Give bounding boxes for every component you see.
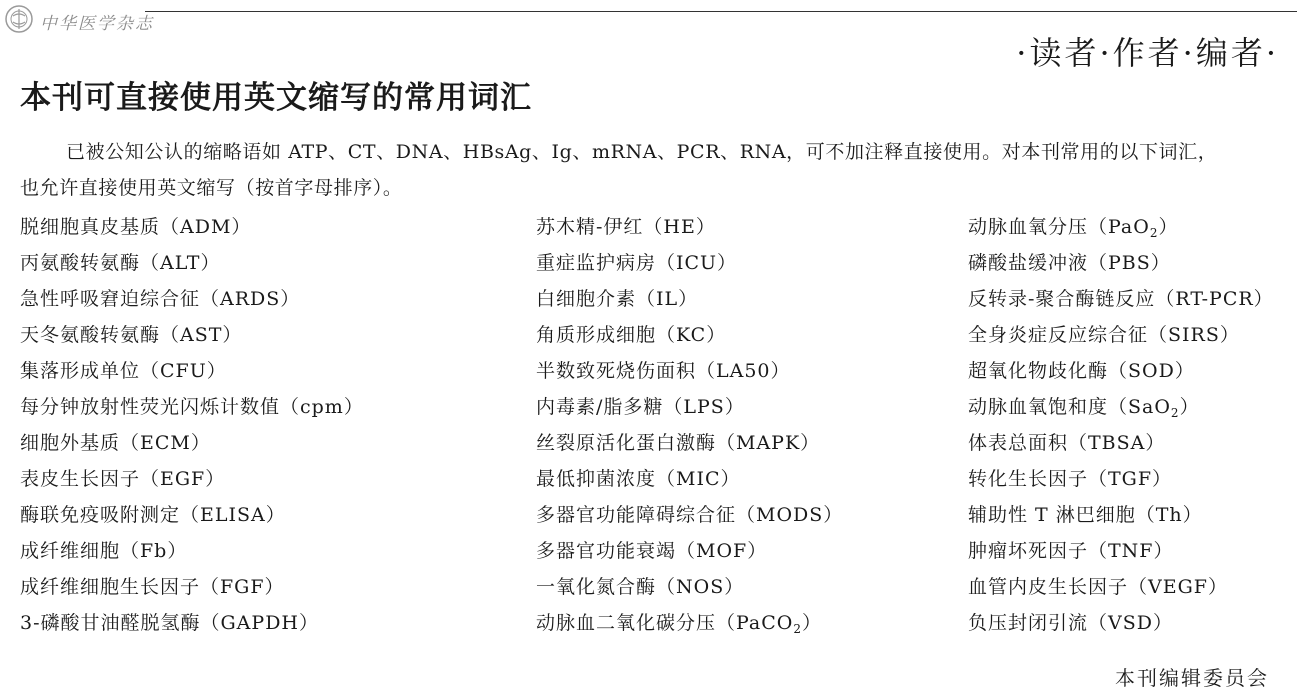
abbreviation-column-3 <box>968 209 1274 641</box>
abbreviation-term: 细胞外基质（ECM） <box>20 432 211 454</box>
abbreviation-term: 一氧化氮合酶（NOS） <box>536 576 745 598</box>
abbreviation-term: 3-磷酸甘油醛脱氢酶（GAPDH） <box>20 612 319 634</box>
abbreviation-term: 多器官功能障碍综合征（MODS） <box>536 504 844 526</box>
abbreviation-term: 白细胞介素（IL） <box>536 288 699 310</box>
term-text: 动脉血二氧化碳分压（PaCO <box>536 612 794 634</box>
abbreviation-column-1 <box>20 209 364 641</box>
abbreviation-term: 负压封闭引流（VSD） <box>968 612 1173 634</box>
abbreviation-term: 内毒素/脂多糖（LPS） <box>536 396 745 418</box>
abbreviation-term: 成纤维细胞（Fb） <box>20 540 188 562</box>
abbreviation-term <box>536 605 843 641</box>
abbreviation-term: 酶联免疫吸附测定（ELISA） <box>20 504 286 526</box>
term-subscript: 2 <box>1149 226 1159 240</box>
abbreviation-term: 角质形成细胞（KC） <box>536 324 727 346</box>
abbreviation-term: 天冬氨酸转氨酶（AST） <box>20 324 243 346</box>
journal-emblem-icon <box>4 4 34 34</box>
column-tag: ·读者·作者·编者· <box>1016 34 1279 72</box>
abbreviation-term: 肿瘤坏死因子（TNF） <box>968 540 1174 562</box>
abbreviation-term: 成纤维细胞生长因子（FGF） <box>20 576 285 598</box>
term-subscript: 2 <box>1170 406 1180 420</box>
abbreviation-term: 半数致死烧伤面积（LA50） <box>536 360 791 382</box>
abbreviation-term <box>968 209 1274 245</box>
intro-line-2: 也允许直接使用英文缩写（按首字母排序）。 <box>20 177 403 199</box>
abbreviation-term: 集落形成单位（CFU） <box>20 360 227 382</box>
abbreviation-term: 血管内皮生长因子（VEGF） <box>968 576 1228 598</box>
abbreviation-term: 最低抑菌浓度（MIC） <box>536 468 741 490</box>
journal-logo-text: 中华医学杂志 <box>40 14 154 34</box>
abbreviation-term: 重症监护病房（ICU） <box>536 252 738 274</box>
abbreviation-list <box>0 209 1307 639</box>
term-text-suffix: ） <box>1179 396 1200 418</box>
intro-line-1: 已被公知公认的缩略语如 ATP、CT、DNA、HBsAg、Ig、mRNA、PCR、RNA，可不加注释直接使用。对本刊常用的以下词汇， <box>66 141 1218 163</box>
header-rule <box>145 11 1297 12</box>
abbreviation-term: 急性呼吸窘迫综合征（ARDS） <box>20 288 301 310</box>
journal-logo <box>4 4 154 34</box>
abbreviation-column-2 <box>536 209 843 641</box>
abbreviation-term: 超氧化物歧化酶（SOD） <box>968 360 1195 382</box>
abbreviation-term: 体表总面积（TBSA） <box>968 432 1166 454</box>
term-text-suffix: ） <box>802 612 823 634</box>
abbreviation-term <box>968 389 1274 425</box>
term-text: 动脉血氧饱和度（SaO <box>968 396 1171 418</box>
abbreviation-term: 磷酸盐缓冲液（PBS） <box>968 252 1171 274</box>
term-text: 动脉血氧分压（PaO <box>968 216 1150 238</box>
term-subscript: 2 <box>793 622 803 636</box>
abbreviation-term: 脱细胞真皮基质（ADM） <box>20 216 252 238</box>
signature: 本刊编辑委员会 <box>1115 666 1269 690</box>
article-title: 本刊可直接使用英文缩写的常用词汇 <box>20 80 532 116</box>
abbreviation-term: 全身炎症反应综合征（SIRS） <box>968 324 1240 346</box>
abbreviation-term: 丝裂原活化蛋白激酶（MAPK） <box>536 432 821 454</box>
abbreviation-term: 辅助性 T 淋巴细胞（Th） <box>968 504 1203 526</box>
abbreviation-term: 丙氨酸转氨酶（ALT） <box>20 252 221 274</box>
abbreviation-term: 苏木精-伊红（HE） <box>536 216 716 238</box>
abbreviation-term: 表皮生长因子（EGF） <box>20 468 226 490</box>
abbreviation-term: 多器官功能衰竭（MOF） <box>536 540 768 562</box>
abbreviation-term: 反转录-聚合酶链反应（RT-PCR） <box>968 288 1274 310</box>
intro-paragraph <box>20 134 1295 206</box>
abbreviation-term: 每分钟放射性荧光闪烁计数值（cpm） <box>20 396 364 418</box>
term-text-suffix: ） <box>1158 216 1179 238</box>
abbreviation-term: 转化生长因子（TGF） <box>968 468 1173 490</box>
